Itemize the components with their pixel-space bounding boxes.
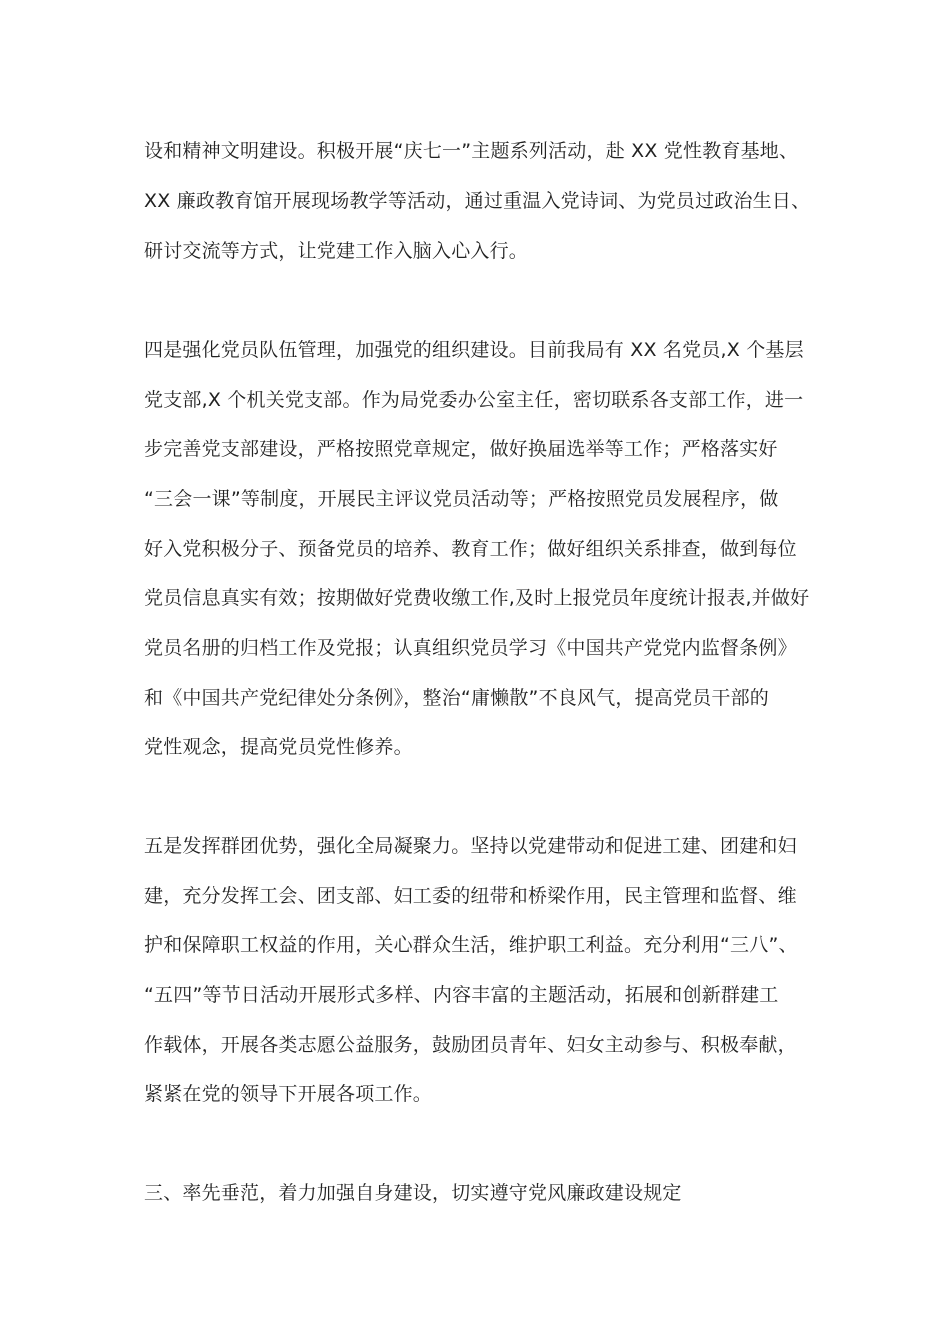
text-line: 党员名册的归档工作及党报；认真组织党员学习《中国共产党党内监督条例》	[144, 637, 797, 659]
text-line: 紧紧在党的领导下开展各项工作。	[144, 1083, 433, 1105]
text-line: 党支部,X 个机关党支部。作为局党委办公室主任，密切联系各支部工作，进一	[144, 389, 804, 411]
text-line: 作载体，开展各类志愿公益服务，鼓励团员青年、妇女主动参与、积极奉献，	[144, 1034, 797, 1056]
text-line: 四是强化党员队伍管理，加强党的组织建设。目前我局有 XX 名党员,X 个基层	[144, 339, 804, 361]
text-line: 党员信息真实有效；按期做好党费收缴工作,及时上报党员年度统计报表,并做好	[144, 587, 810, 609]
text-line: 好入党积极分子、预备党员的培养、教育工作；做好组织关系排查，做到每位	[144, 538, 797, 560]
text-line: 建，充分发挥工会、团支部、妇工委的纽带和桥梁作用，民主管理和监督、维	[144, 885, 797, 907]
text-line: 五是发挥群团优势，强化全局凝聚力。坚持以党建带动和促进工建、团建和妇	[144, 835, 797, 857]
text-line: 三、率先垂范，着力加强自身建设，切实遵守党风廉政建设规定	[144, 1182, 682, 1204]
text-line: 步完善党支部建设，严格按照党章规定，做好换届选举等工作；严格落实好	[144, 438, 778, 460]
text-line: 护和保障职工权益的作用，关心群众生活，维护职工利益。充分利用“三八”、	[144, 934, 798, 956]
text-line: 研讨交流等方式，让党建工作入脑入心入行。	[144, 240, 529, 262]
text-line: 党性观念，提高党员党性修养。	[144, 736, 413, 758]
text-line: 设和精神文明建设。积极开展“庆七一”主题系列活动，赴 XX 党性教育基地、	[144, 140, 799, 162]
text-line: XX 廉政教育馆开展现场教学等活动，通过重温入党诗词、为党员过政治生日、	[144, 190, 811, 212]
text-line: 和《中国共产党纪律处分条例》，整治“庸懒散”不良风气，提高党员干部的	[144, 687, 769, 709]
text-line: “五四”等节日活动开展形式多样、内容丰富的主题活动，拓展和创新群建工	[144, 984, 779, 1006]
text-line: “三会一课”等制度，开展民主评议党员活动等；严格按照党员发展程序，做	[144, 488, 779, 510]
